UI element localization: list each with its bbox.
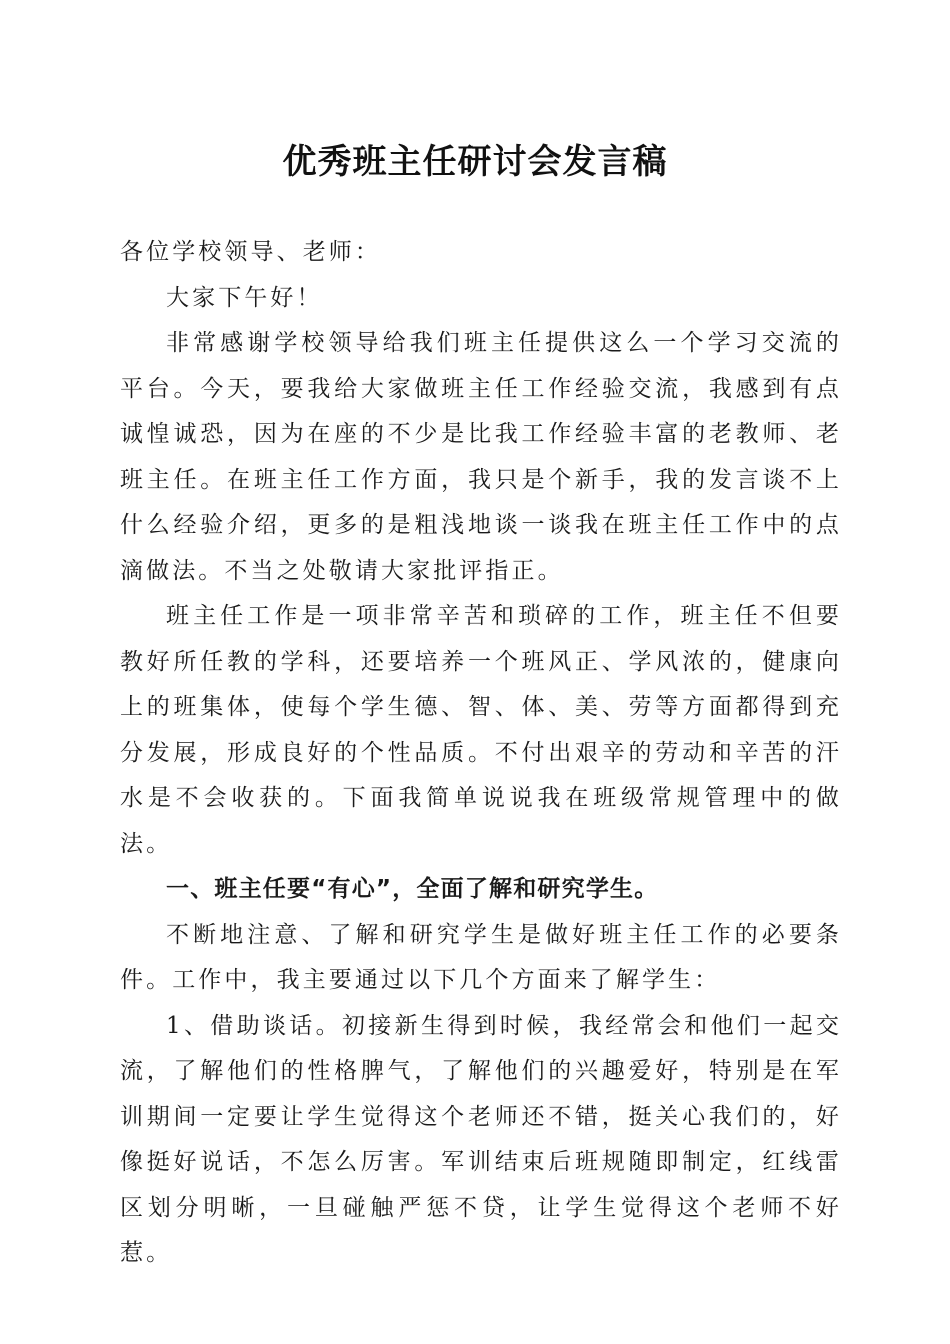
document-title: 优秀班主任研讨会发言稿 (282, 142, 668, 182)
paragraph-intro: 非常感谢学校领导给我们班主任提供这么一个学习交流的平台。今天，要我给大家做班主任工作经验交流，我感到有点诚惶诚恐，因为在座的不少是比我工作经验丰富的老教师、老班主任。在班主任工作方面，我只是个新手，我的发言谈不上什么经验介绍，更多的是粗浅地谈一谈我在班主任工作中的点滴做法。不当之处敬请大家批评指正。 (120, 330, 842, 584)
paragraph-understanding: 不断地注意、了解和研究学生是做好班主任工作的必要条件。工作中，我主要通过以下几个方面来了解学生： (120, 921, 842, 993)
salutation: 各位学校领导、老师： (120, 239, 381, 265)
paragraph-duties: 班主任工作是一项非常辛苦和琐碎的工作，班主任不但要教好所任教的学科，还要培养一个班风正、学风浓的，健康向上的班集体，使每个学生德、智、体、美、劳等方面都得到充分发展，形成良好的个性品质。不付出艰辛的劳动和辛苦的汗水是不会收获的。下面我简单说说我在班级常规管理中的做法。 (120, 603, 842, 857)
paragraph-conversation: 1、借助谈话。初接新生得到时候，我经常会和他们一起交流，了解他们的性格脾气，了解他们的兴趣爱好，特别是在军训期间一定要让学生觉得这个老师还不错，挺关心我们的，好像挺好说话，不怎么厉害。军训结束后班规随即制定，红线雷区划分明晰，一旦碰触严惩不贷，让学生觉得这个老师不好惹。 (120, 1012, 842, 1266)
section-heading: 一、班主任要“有心”，全面了解和研究学生。 (166, 876, 659, 902)
greeting: 大家下午好！ (166, 284, 323, 311)
document-body (120, 230, 842, 1277)
